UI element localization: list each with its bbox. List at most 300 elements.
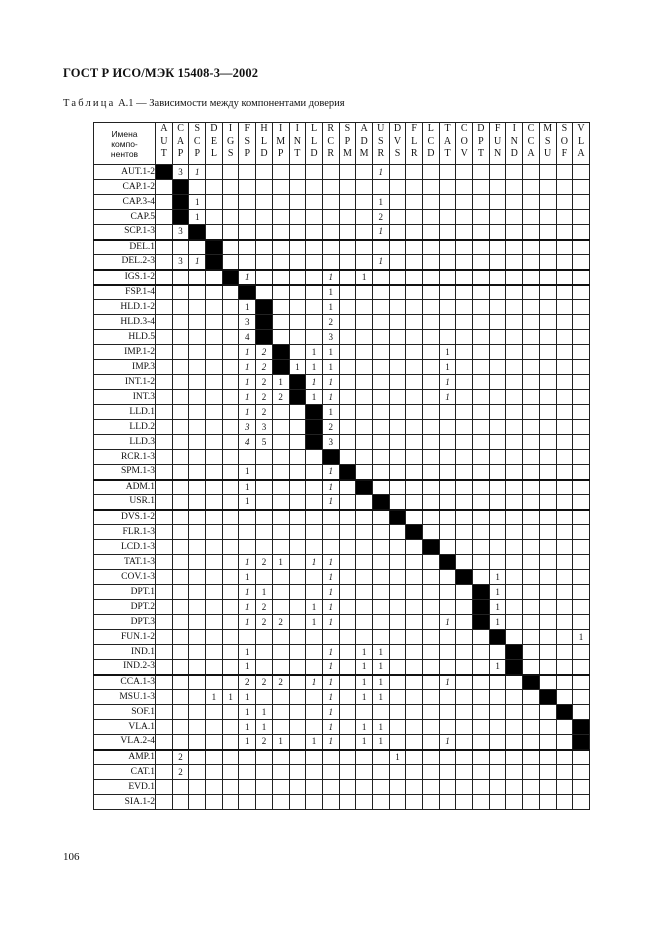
- empty-cell: [456, 675, 473, 690]
- empty-cell: [423, 195, 440, 210]
- empty-cell: [489, 180, 506, 195]
- empty-cell: [439, 450, 456, 465]
- empty-cell: [489, 165, 506, 180]
- row-name: FUN.1-2: [94, 630, 156, 645]
- column-header-letter: S: [244, 135, 251, 147]
- empty-cell: [289, 780, 306, 795]
- empty-cell: [356, 345, 373, 360]
- empty-cell: [539, 420, 556, 435]
- empty-cell: [556, 795, 573, 810]
- dependency-cell: 1: [372, 225, 389, 240]
- empty-cell: [556, 240, 573, 255]
- empty-cell: [539, 240, 556, 255]
- column-header-letter: P: [177, 148, 184, 160]
- empty-cell: [489, 540, 506, 555]
- column-header-letter: M: [543, 123, 553, 134]
- dependency-cell: 1: [322, 660, 339, 675]
- empty-cell: [189, 720, 206, 735]
- empty-cell: [356, 240, 373, 255]
- empty-cell: [306, 585, 323, 600]
- empty-cell: [222, 510, 239, 525]
- empty-cell: [406, 450, 423, 465]
- empty-cell: [339, 495, 356, 510]
- empty-cell: [356, 210, 373, 225]
- empty-cell: [206, 795, 223, 810]
- empty-cell: [523, 525, 540, 540]
- empty-cell: [372, 435, 389, 450]
- empty-cell: [239, 795, 256, 810]
- row-name: IND.1: [94, 645, 156, 660]
- empty-cell: [356, 405, 373, 420]
- empty-cell: [289, 510, 306, 525]
- empty-cell: [272, 765, 289, 780]
- empty-cell: [456, 390, 473, 405]
- empty-cell: [389, 240, 406, 255]
- empty-cell: [356, 435, 373, 450]
- dependency-cell: 1: [272, 735, 289, 750]
- empty-cell: [239, 780, 256, 795]
- column-header-letter: C: [177, 123, 184, 134]
- empty-cell: [439, 705, 456, 720]
- empty-cell: [322, 240, 339, 255]
- name-header-line: Имена: [111, 128, 138, 139]
- empty-cell: [556, 375, 573, 390]
- empty-cell: [172, 420, 189, 435]
- empty-cell: [272, 495, 289, 510]
- empty-cell: [506, 330, 523, 345]
- empty-cell: [406, 570, 423, 585]
- empty-cell: [289, 525, 306, 540]
- empty-cell: [189, 600, 206, 615]
- dependency-cell: 3: [172, 225, 189, 240]
- empty-cell: [489, 240, 506, 255]
- empty-cell: [189, 660, 206, 675]
- empty-cell: [272, 645, 289, 660]
- empty-cell: [439, 240, 456, 255]
- empty-cell: [222, 300, 239, 315]
- empty-cell: [372, 615, 389, 630]
- empty-cell: [406, 660, 423, 675]
- empty-cell: [389, 285, 406, 300]
- empty-cell: [222, 675, 239, 690]
- empty-cell: [473, 285, 490, 300]
- empty-cell: [172, 375, 189, 390]
- empty-cell: [389, 585, 406, 600]
- row-name: COV.1-3: [94, 570, 156, 585]
- empty-cell: [506, 240, 523, 255]
- table-row: [94, 270, 590, 285]
- table-row: [94, 675, 590, 690]
- dependency-cell: 1: [306, 390, 323, 405]
- empty-cell: [456, 225, 473, 240]
- row-name: CCA.1-3: [94, 675, 156, 690]
- empty-cell: [406, 165, 423, 180]
- empty-cell: [556, 210, 573, 225]
- empty-cell: [506, 285, 523, 300]
- empty-cell: [573, 330, 590, 345]
- empty-cell: [339, 255, 356, 270]
- empty-cell: [272, 540, 289, 555]
- dependency-cell: 1: [439, 390, 456, 405]
- row-name: DEL.1: [94, 240, 156, 255]
- empty-cell: [156, 465, 173, 480]
- empty-cell: [272, 660, 289, 675]
- empty-cell: [156, 795, 173, 810]
- dependency-cell: 1: [322, 360, 339, 375]
- empty-cell: [172, 690, 189, 705]
- empty-cell: [539, 585, 556, 600]
- column-header-letter: U: [160, 135, 168, 147]
- table-row: [94, 630, 590, 645]
- empty-cell: [189, 180, 206, 195]
- empty-cell: [356, 330, 373, 345]
- empty-cell: [523, 225, 540, 240]
- column-header-letter: O: [460, 135, 468, 147]
- empty-cell: [372, 585, 389, 600]
- empty-cell: [172, 330, 189, 345]
- empty-cell: [172, 555, 189, 570]
- empty-cell: [556, 390, 573, 405]
- row-name: DPT.1: [94, 585, 156, 600]
- empty-cell: [189, 270, 206, 285]
- empty-cell: [523, 465, 540, 480]
- self-cell: [206, 240, 223, 255]
- column-header-hld: [256, 123, 273, 165]
- empty-cell: [372, 510, 389, 525]
- empty-cell: [272, 420, 289, 435]
- table-row: [94, 765, 590, 780]
- dependency-cell: 1: [322, 390, 339, 405]
- empty-cell: [556, 765, 573, 780]
- empty-cell: [439, 270, 456, 285]
- empty-cell: [222, 330, 239, 345]
- column-header-letter: D: [260, 148, 268, 160]
- empty-cell: [573, 780, 590, 795]
- empty-cell: [372, 540, 389, 555]
- dependency-cell: 1: [389, 750, 406, 765]
- empty-cell: [156, 420, 173, 435]
- empty-cell: [339, 390, 356, 405]
- document-header: ГОСТ Р ИСО/МЭК 15408-3—2002: [63, 66, 259, 80]
- empty-cell: [289, 225, 306, 240]
- empty-cell: [356, 165, 373, 180]
- empty-cell: [322, 255, 339, 270]
- empty-cell: [556, 720, 573, 735]
- empty-cell: [489, 450, 506, 465]
- self-cell: [372, 495, 389, 510]
- dependency-cell: 2: [172, 750, 189, 765]
- empty-cell: [423, 360, 440, 375]
- empty-cell: [322, 780, 339, 795]
- empty-cell: [439, 285, 456, 300]
- empty-cell: [222, 750, 239, 765]
- empty-cell: [272, 795, 289, 810]
- empty-cell: [506, 585, 523, 600]
- row-name: TAT.1-3: [94, 555, 156, 570]
- empty-cell: [356, 540, 373, 555]
- column-header-adm: [356, 123, 373, 165]
- table-row: [94, 540, 590, 555]
- empty-cell: [406, 180, 423, 195]
- empty-cell: [356, 225, 373, 240]
- empty-cell: [206, 375, 223, 390]
- column-header-letter: S: [194, 123, 200, 134]
- empty-cell: [372, 570, 389, 585]
- dependency-cell: 1: [356, 660, 373, 675]
- empty-cell: [489, 780, 506, 795]
- empty-cell: [456, 525, 473, 540]
- empty-cell: [523, 180, 540, 195]
- empty-cell: [556, 225, 573, 240]
- empty-cell: [322, 210, 339, 225]
- row-name: FLR.1-3: [94, 525, 156, 540]
- column-header-letter: N: [510, 135, 518, 147]
- table-row: [94, 480, 590, 495]
- dependency-cell: 4: [239, 435, 256, 450]
- column-header-letter: C: [193, 135, 201, 147]
- empty-cell: [489, 390, 506, 405]
- empty-cell: [239, 630, 256, 645]
- empty-cell: [256, 645, 273, 660]
- empty-cell: [222, 225, 239, 240]
- empty-cell: [256, 465, 273, 480]
- empty-cell: [473, 735, 490, 750]
- empty-cell: [306, 465, 323, 480]
- dependency-cell: 1: [372, 195, 389, 210]
- empty-cell: [306, 315, 323, 330]
- empty-cell: [523, 300, 540, 315]
- column-header-letter: D: [210, 123, 218, 134]
- empty-cell: [156, 585, 173, 600]
- dependency-cell: 1: [272, 555, 289, 570]
- empty-cell: [156, 765, 173, 780]
- empty-cell: [573, 315, 590, 330]
- column-header-fun: [489, 123, 506, 165]
- empty-cell: [206, 165, 223, 180]
- empty-cell: [473, 240, 490, 255]
- empty-cell: [489, 765, 506, 780]
- empty-cell: [272, 195, 289, 210]
- empty-cell: [423, 300, 440, 315]
- empty-cell: [539, 390, 556, 405]
- empty-cell: [573, 225, 590, 240]
- empty-cell: [473, 675, 490, 690]
- empty-cell: [339, 615, 356, 630]
- empty-cell: [156, 645, 173, 660]
- dependency-cell: 3: [172, 255, 189, 270]
- empty-cell: [156, 750, 173, 765]
- empty-cell: [156, 570, 173, 585]
- dependency-cell: 1: [439, 675, 456, 690]
- empty-cell: [489, 675, 506, 690]
- dependency-cell: 1: [306, 555, 323, 570]
- empty-cell: [156, 315, 173, 330]
- table-row: [94, 495, 590, 510]
- empty-cell: [473, 270, 490, 285]
- empty-cell: [289, 315, 306, 330]
- empty-cell: [506, 450, 523, 465]
- column-header-letter: P: [244, 148, 251, 160]
- dependency-cell: 1: [322, 285, 339, 300]
- empty-cell: [339, 165, 356, 180]
- dependency-cell: 1: [322, 465, 339, 480]
- empty-cell: [539, 165, 556, 180]
- empty-cell: [172, 300, 189, 315]
- empty-cell: [372, 780, 389, 795]
- empty-cell: [356, 465, 373, 480]
- empty-cell: [556, 690, 573, 705]
- empty-cell: [556, 540, 573, 555]
- empty-cell: [506, 345, 523, 360]
- self-cell: [573, 720, 590, 735]
- empty-cell: [389, 300, 406, 315]
- empty-cell: [439, 720, 456, 735]
- empty-cell: [389, 210, 406, 225]
- empty-cell: [222, 435, 239, 450]
- empty-cell: [339, 180, 356, 195]
- empty-cell: [322, 540, 339, 555]
- empty-cell: [389, 270, 406, 285]
- empty-cell: [456, 180, 473, 195]
- table-row: [94, 720, 590, 735]
- column-header-imp: [272, 123, 289, 165]
- empty-cell: [423, 750, 440, 765]
- empty-cell: [339, 675, 356, 690]
- empty-cell: [473, 390, 490, 405]
- empty-cell: [156, 660, 173, 675]
- empty-cell: [189, 540, 206, 555]
- empty-cell: [272, 435, 289, 450]
- empty-cell: [222, 195, 239, 210]
- empty-cell: [456, 705, 473, 720]
- table-row: [94, 375, 590, 390]
- empty-cell: [556, 300, 573, 315]
- empty-cell: [406, 555, 423, 570]
- empty-cell: [156, 360, 173, 375]
- empty-cell: [356, 450, 373, 465]
- empty-cell: [423, 630, 440, 645]
- empty-cell: [456, 345, 473, 360]
- empty-cell: [423, 225, 440, 240]
- empty-cell: [539, 330, 556, 345]
- empty-cell: [306, 540, 323, 555]
- empty-cell: [423, 735, 440, 750]
- table-row: [94, 330, 590, 345]
- empty-cell: [389, 630, 406, 645]
- empty-cell: [539, 510, 556, 525]
- empty-cell: [389, 480, 406, 495]
- empty-cell: [306, 795, 323, 810]
- empty-cell: [439, 585, 456, 600]
- table-row: [94, 660, 590, 675]
- column-header-letter: S: [227, 148, 234, 160]
- empty-cell: [189, 630, 206, 645]
- empty-cell: [523, 210, 540, 225]
- empty-cell: [239, 450, 256, 465]
- empty-cell: [456, 630, 473, 645]
- empty-cell: [172, 315, 189, 330]
- empty-cell: [489, 795, 506, 810]
- empty-cell: [322, 630, 339, 645]
- empty-cell: [539, 300, 556, 315]
- empty-cell: [306, 630, 323, 645]
- empty-cell: [456, 435, 473, 450]
- empty-cell: [222, 465, 239, 480]
- empty-cell: [339, 420, 356, 435]
- empty-cell: [206, 765, 223, 780]
- empty-cell: [573, 690, 590, 705]
- empty-cell: [356, 255, 373, 270]
- empty-cell: [356, 525, 373, 540]
- empty-cell: [523, 765, 540, 780]
- self-cell: [506, 645, 523, 660]
- column-header-letter: S: [378, 135, 384, 147]
- dependency-cell: 1: [239, 480, 256, 495]
- empty-cell: [289, 750, 306, 765]
- self-cell: [189, 225, 206, 240]
- column-header-letter: P: [277, 148, 284, 160]
- column-header-letter: M: [342, 148, 352, 160]
- empty-cell: [573, 210, 590, 225]
- header-row: [94, 123, 590, 165]
- empty-cell: [256, 210, 273, 225]
- empty-cell: [156, 405, 173, 420]
- empty-cell: [272, 240, 289, 255]
- empty-cell: [339, 540, 356, 555]
- column-header-letter: F: [561, 148, 568, 160]
- column-header-letter: U: [493, 135, 502, 147]
- empty-cell: [339, 510, 356, 525]
- empty-cell: [406, 210, 423, 225]
- empty-cell: [172, 540, 189, 555]
- empty-cell: [506, 570, 523, 585]
- dependency-cell: 1: [306, 375, 323, 390]
- empty-cell: [389, 315, 406, 330]
- table-row: [94, 600, 590, 615]
- empty-cell: [473, 690, 490, 705]
- empty-cell: [372, 795, 389, 810]
- dependency-cell: 1: [322, 300, 339, 315]
- empty-cell: [523, 555, 540, 570]
- empty-cell: [473, 450, 490, 465]
- empty-cell: [339, 270, 356, 285]
- empty-cell: [539, 645, 556, 660]
- self-cell: [339, 465, 356, 480]
- empty-cell: [372, 765, 389, 780]
- empty-cell: [222, 630, 239, 645]
- empty-cell: [206, 270, 223, 285]
- empty-cell: [189, 645, 206, 660]
- empty-cell: [272, 465, 289, 480]
- empty-cell: [473, 765, 490, 780]
- empty-cell: [322, 525, 339, 540]
- empty-cell: [322, 750, 339, 765]
- empty-cell: [189, 705, 206, 720]
- empty-cell: [172, 345, 189, 360]
- empty-cell: [523, 420, 540, 435]
- dependency-table: [93, 122, 590, 810]
- empty-cell: [289, 435, 306, 450]
- empty-cell: [339, 300, 356, 315]
- empty-cell: [473, 255, 490, 270]
- dependency-cell: 1: [372, 255, 389, 270]
- empty-cell: [289, 735, 306, 750]
- dependency-cell: 1: [356, 675, 373, 690]
- self-cell: [456, 570, 473, 585]
- empty-cell: [406, 480, 423, 495]
- column-header-letter: N: [493, 148, 502, 160]
- empty-cell: [306, 210, 323, 225]
